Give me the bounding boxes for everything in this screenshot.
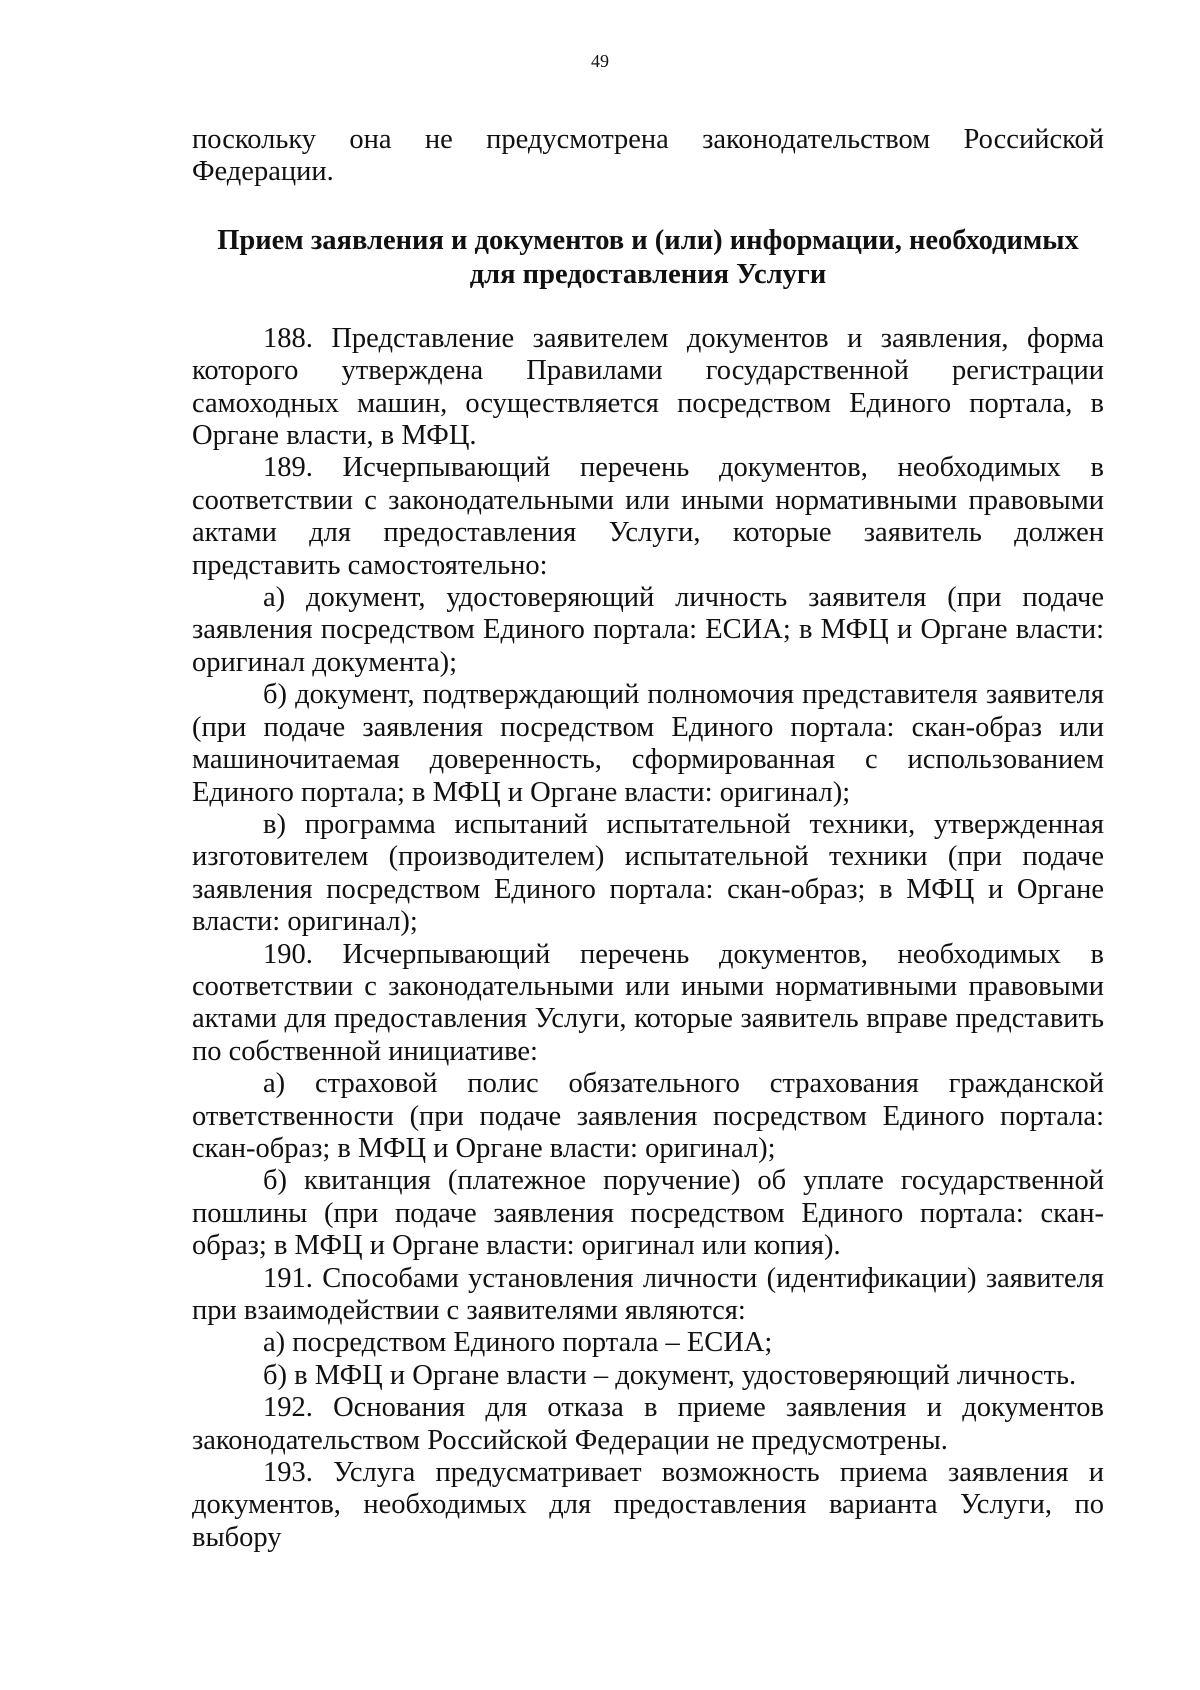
page-number: 49 — [591, 51, 609, 71]
list-item-191-a: а) посредством Единого портала – ЕСИА; — [263, 1327, 773, 1359]
paragraph-189: 189. Исчерпывающий перечень документов, необходимых в соответствии с законодательными или иными нормативными правовыми актами для предоставления Услуги, которые заявитель должен представить самостоятельно: — [192, 452, 1104, 581]
list-item-189-a: а) документ, удостоверяющий личность заявителя (при подаче заявления посредством Единого портала: ЕСИА; в МФЦ и Органе власти: оригинал документа); — [192, 582, 1104, 678]
paragraph-191: 191. Способами установления личности (идентификации) заявителя при взаимодействии с заявителями являются: — [192, 1262, 1104, 1326]
paragraph-192: 192. Основания для отказа в приеме заявления и документов законодательством Российской Федерации не предусмотрены. — [192, 1392, 1104, 1456]
continuation-text: поскольку она не предусмотрена законодательством Российской Федерации. — [192, 124, 1104, 188]
paragraph-193: 193. Услуга предусматривает возможность приема заявления и документов, необходимых для предоставления варианта Услуги, по выбору — [192, 1457, 1104, 1553]
section-heading: Прием заявления и документов и (или) информации, необходимых для предоставления Услуги — [217, 224, 1079, 290]
list-item-189-v: в) программа испытаний испытательной техники, утвержденная изготовителем (производителем) испытательной техники (при подаче заявления посредством Единого портала: скан-образ; в МФЦ и Органе власти: оригинал); — [192, 808, 1104, 938]
document-body — [192, 124, 1104, 1554]
list-item-190-a: а) страховой полис обязательного страхования гражданской ответственности (при подаче заявления посредством Единого портала: скан-образ; в МФЦ и Органе власти: оригинал); — [192, 1068, 1104, 1164]
list-item-190-b: б) квитанция (платежное поручение) об уплате государственной пошлины (при подаче заявления посредством Единого портала: скан-образ; в МФЦ и Органе власти: оригинал или копия). — [192, 1165, 1104, 1262]
list-item-189-b: б) документ, подтверждающий полномочия представителя заявителя (при подаче заявления посредством Единого портала: скан-образ или машиночитаемая доверенность, сформированная с использованием Единого портала; в МФЦ и Органе власти: оригинал); — [192, 679, 1104, 808]
paragraph-188: 188. Представление заявителем документов и заявления, форма которого утверждена Правилами государственной регистрации самоходных машин, осуществляется посредством Единого портала, в Органе власти, в МФЦ. — [192, 322, 1104, 452]
paragraph-190: 190. Исчерпывающий перечень документов, необходимых в соответствии с законодательными или иными нормативными правовыми актами для предоставления Услуги, которые заявитель вправе представить по собственной инициативе: — [192, 938, 1104, 1067]
list-item-191-b: б) в МФЦ и Органе власти – документ, удостоверяющий личность. — [263, 1359, 1077, 1391]
